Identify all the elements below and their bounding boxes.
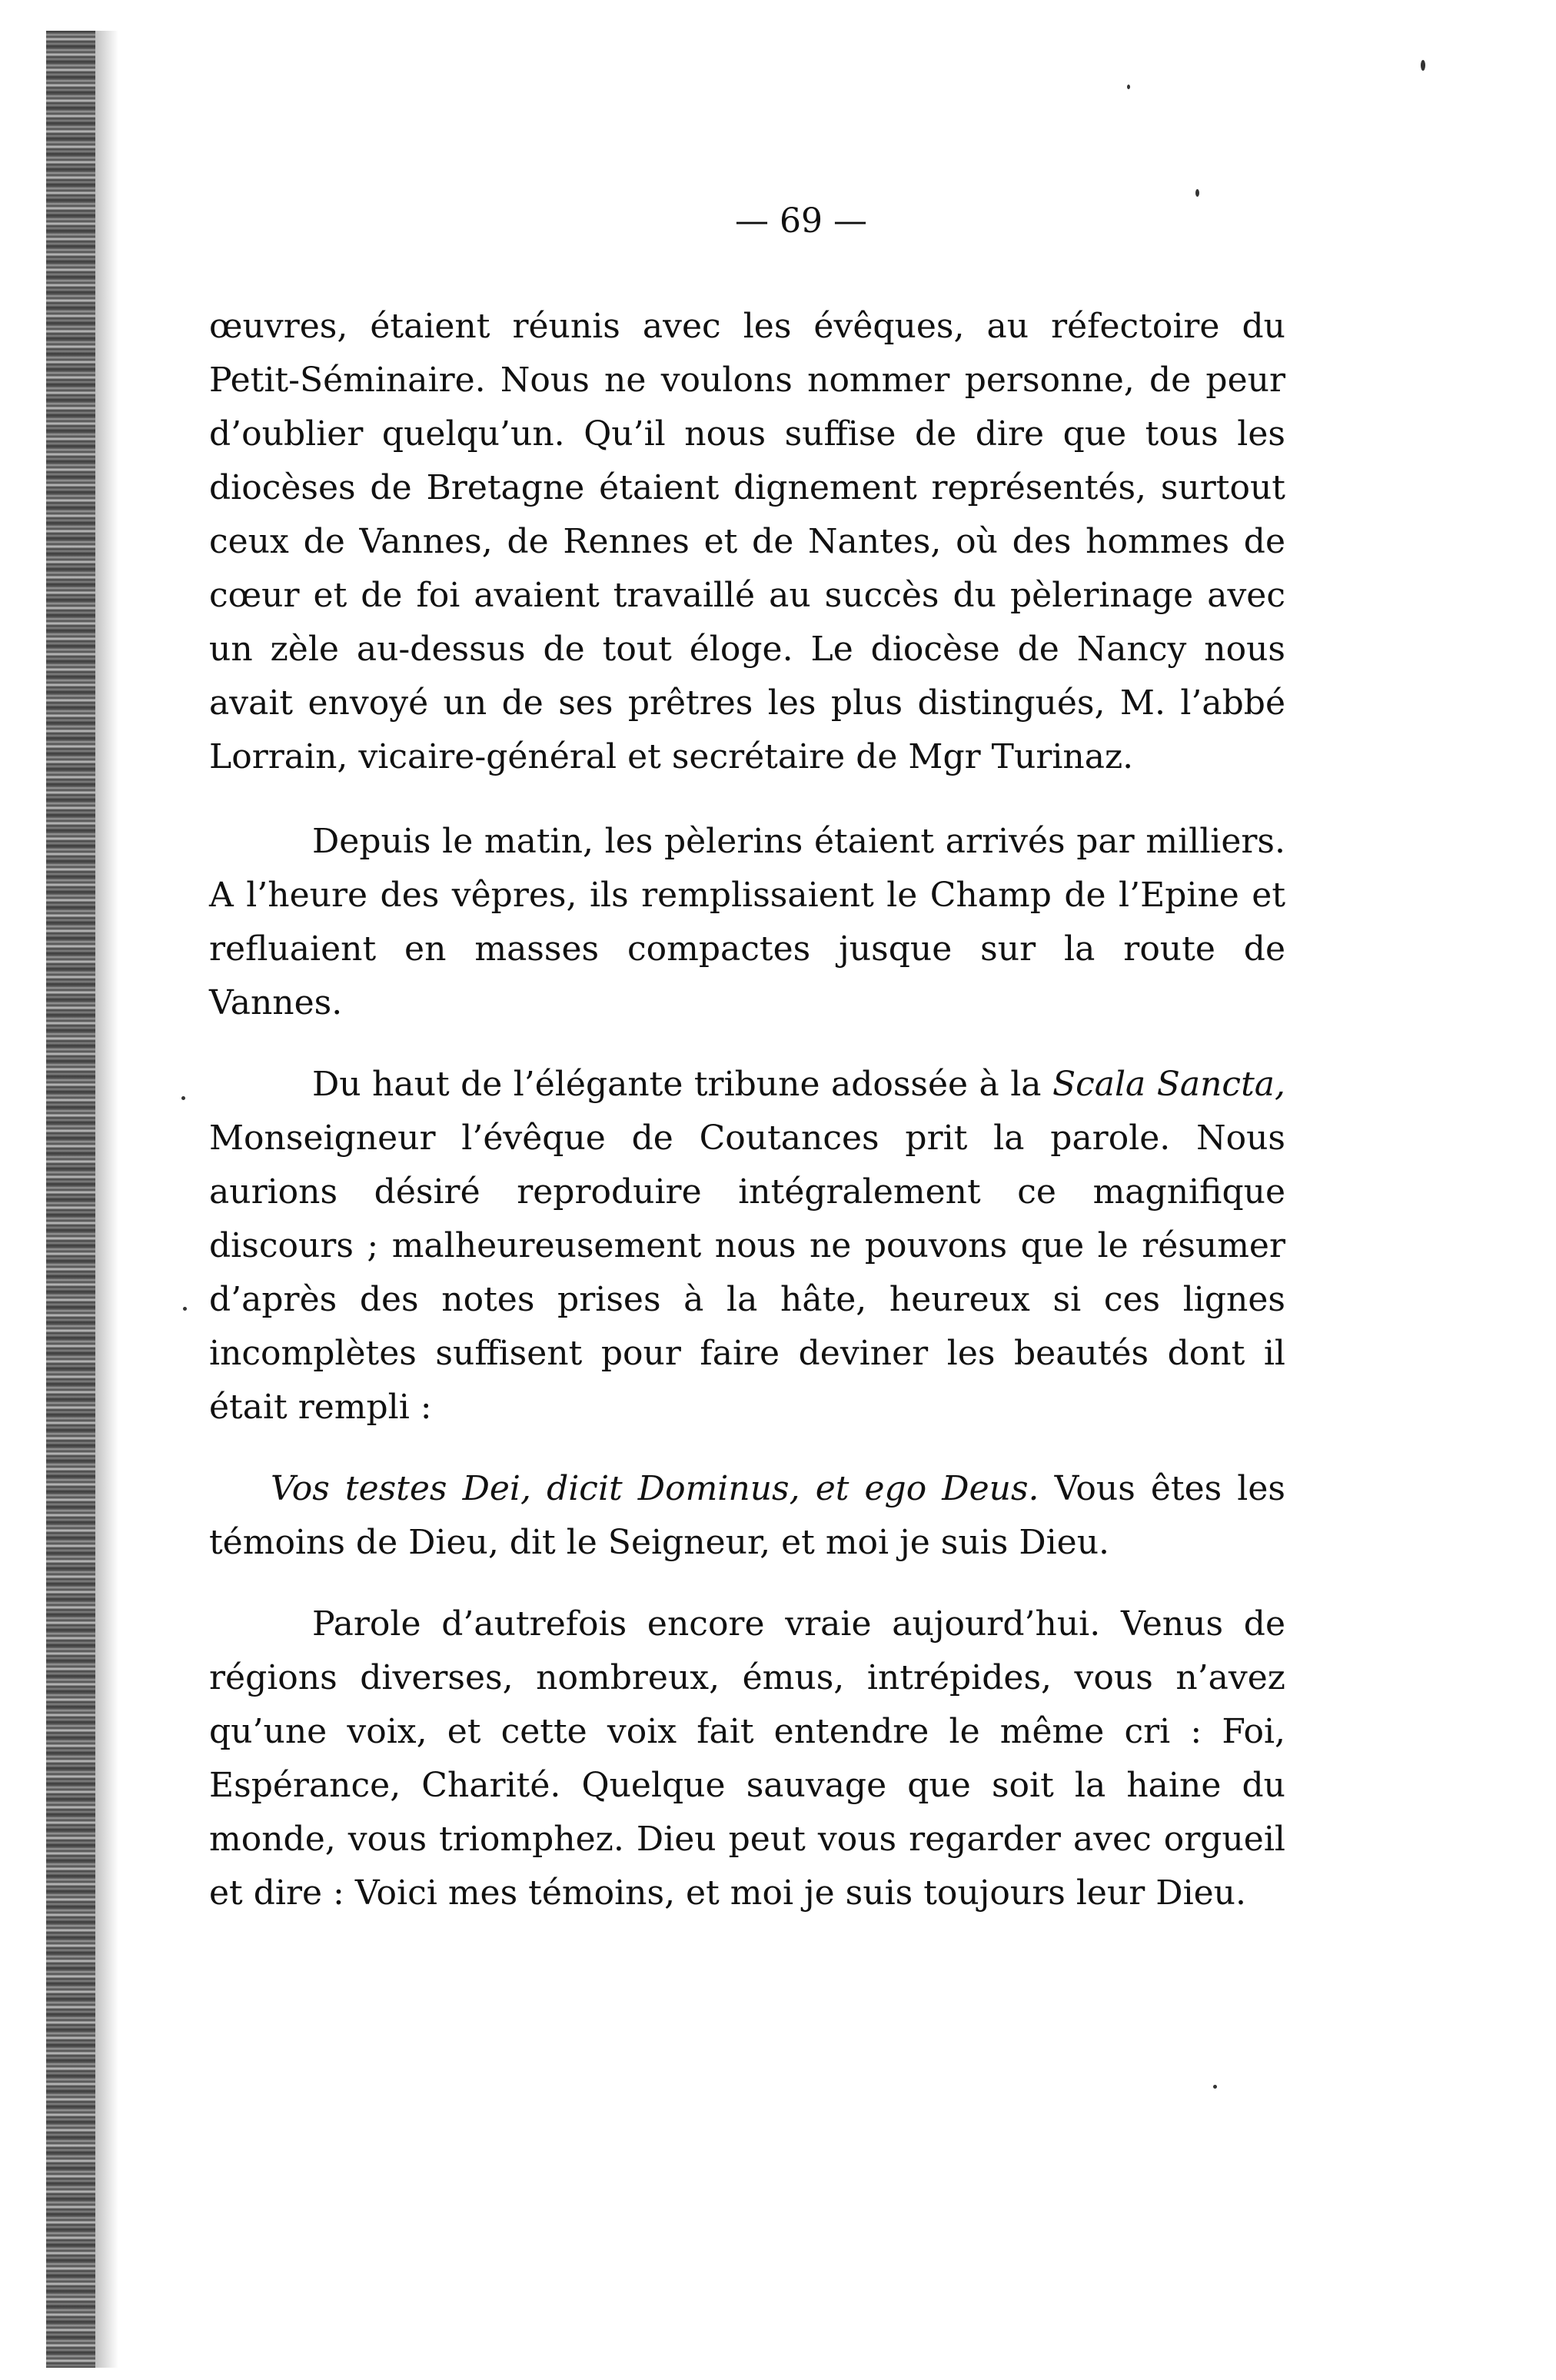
print-speck xyxy=(1127,85,1130,89)
paragraph-5: Parole d’autrefois encore vraie aujourd’hui. Venus de régions diverses, nombreux, émus, intrépides, vous n’avez qu’une voix, et cette voix fait entendre le même cri : Foi, Espérance, Charité. Quelque sauvage que soit la haine du monde, vous triomphez. Dieu peut vous regarder avec orgueil et dire : Voici mes témoins, et moi je suis toujours leur Dieu. xyxy=(209,1604,1285,1913)
paragraph-3-end: Monseigneur l’évêque de Coutances prit la parole. Nous aurions désiré reproduire intégralement ce magnifique discours ; malheureusement nous ne pouvons que le résumer d’après des notes prises à la hâte, heureux si ces lignes incomplètes suffisent pour faire deviner les beautés dont il était rempli : xyxy=(209,1119,1285,1427)
paragraph-3 xyxy=(209,1058,1285,1434)
print-speck xyxy=(1195,189,1199,197)
print-speck xyxy=(1213,2085,1217,2089)
latin-quote: Vos testes Dei, dicit Dominus, et ego Deus. xyxy=(271,1469,1039,1508)
scala-sancta-italic: Scala Sancta, xyxy=(1052,1065,1285,1104)
binding-edge xyxy=(46,31,95,2368)
paragraph-1: œuvres, étaient réunis avec les évêques, au réfectoire du Petit-Séminaire. Nous ne voulons nommer personne, de peur d’oublier quelqu’un. Qu’il nous suffise de dire que tous les diocèses de Bretagne étaient dignement représentés, surtout ceux de Vannes, de Rennes et de Nantes, où des hommes de cœur et de foi avaient travaillé au succès du pèlerinage avec un zèle au-dessus de tout éloge. Le diocèse de Nancy nous avait envoyé un de ses prêtres les plus distingués, M. l’abbé Lorrain, vicaire-général et secrétaire de Mgr Turinaz. xyxy=(209,307,1285,776)
print-speck xyxy=(183,1307,187,1311)
page-number: — 69 — xyxy=(735,201,867,241)
paragraph-2: Depuis le matin, les pèlerins étaient arrivés par milliers. A l’heure des vêpres, ils remplissaient le Champ de l’Epine et refluaient en masses compactes jusque sur la route de Vannes. xyxy=(209,822,1285,1022)
paragraph-3-start: Du haut de l’élégante tribune adossée à la xyxy=(312,1065,1052,1104)
body-text xyxy=(209,300,1285,1920)
paragraph-4 xyxy=(209,1462,1285,1570)
print-speck xyxy=(181,1096,185,1100)
binding-shadow xyxy=(95,31,118,2368)
paragraph-4-translation: Vous êtes les témoins de Dieu, dit le Seigneur, et moi je suis Dieu. xyxy=(209,1469,1285,1562)
print-speck xyxy=(1421,60,1425,71)
